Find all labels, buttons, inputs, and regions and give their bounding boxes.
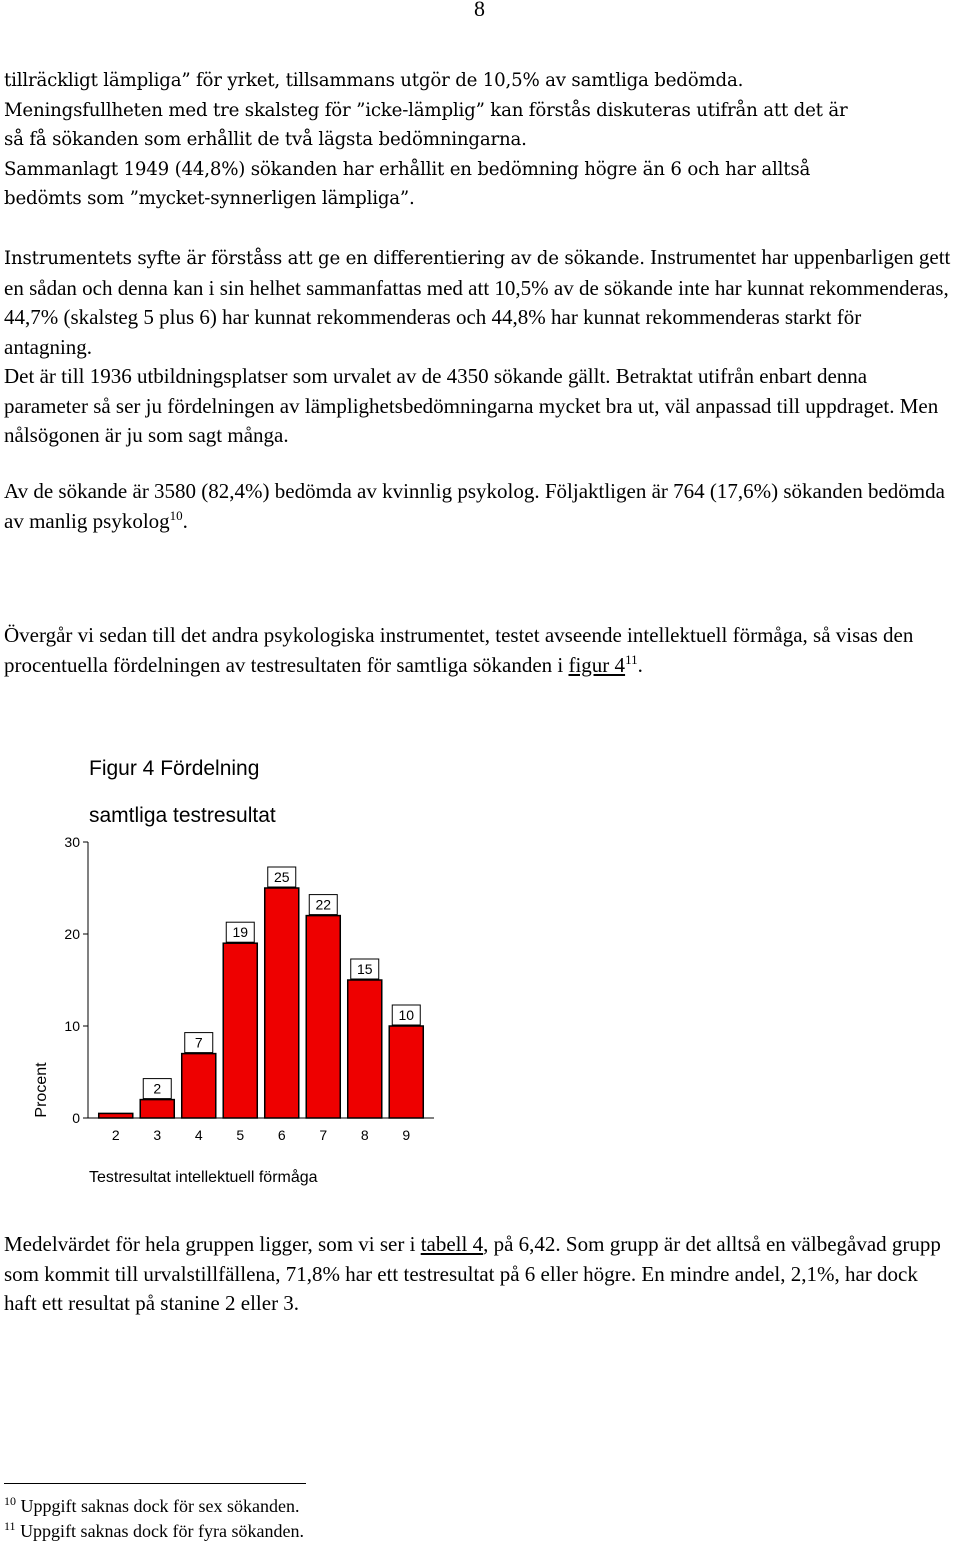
bar [140,1100,174,1118]
footnote-11 [4,1520,304,1542]
data-label: 10 [398,1007,415,1023]
y-axis [64,834,88,1126]
bar [306,916,340,1118]
intro-line: Sammanlagt 1949 (44,8%) sökanden har erhållit en bedömning högre än 6 och har alltså [4,158,811,180]
figure-4-link[interactable]: figur 4 [568,652,626,677]
table-4-link[interactable]: tabell 4 [420,1232,484,1256]
psychologist-text-end: . [182,508,188,533]
footnote-text: Uppgift saknas dock för fyra sökanden. [15,1521,304,1541]
y-tick-label: 30 [64,834,80,850]
intro-line: Meningsfullheten med tre skalsteg för ”icke-lämplig” kan förstås diskuteras utifrån att det är [4,99,848,121]
chart-subtitle: samtliga testresultat [89,804,276,827]
bars [99,867,424,1118]
intro-paragraph [4,66,954,214]
purpose-text [4,243,954,362]
data-label: 22 [315,896,332,913]
y-tick-label: 10 [64,1018,80,1034]
footnote-number: 10 [4,1494,16,1508]
intellect-text-end: . [637,652,643,677]
bar [389,1026,423,1118]
data-label: 2 [153,1080,162,1097]
x-axis-label: Testresultat intellektuell förmåga [89,1169,318,1186]
bar [265,888,299,1118]
y-tick-label: 20 [64,926,80,942]
places-text: Det är till 1936 utbildningsplatser som urvalet av de 4350 sökande gällt. Betraktat utifrån enbart denna parameter så ser ju fördelningen av lämplighetsbedömningarna mycket bra ut, väl anpassad till uppdraget. Men nålsögonen är ju som sagt många. [4,364,939,447]
intro-line: så få sökanden som erhållit de två lägsta bedömningarna. [4,129,527,150]
y-tick-label: 0 [72,1110,80,1126]
data-label: 25 [273,869,290,885]
intellect-paragraph [4,621,954,680]
data-label: 15 [356,961,373,977]
x-tick-label: 4 [194,1127,203,1143]
figure-4-chart [0,740,480,1200]
x-tick-label: 3 [153,1127,162,1143]
intro-line: bedömts som ”mycket-synnerligen lämpliga”. [4,188,415,209]
footnote-10 [4,1495,299,1517]
footnote-text: Uppgift saknas dock för sex sökanden. [16,1496,300,1516]
bar [348,980,382,1118]
x-tick-label: 6 [277,1127,286,1143]
bar [223,943,257,1118]
page-number: 8 [474,0,485,21]
x-tick-label: 8 [360,1127,369,1143]
x-axis [88,1118,434,1143]
footnote-ref-10[interactable]: 10 [169,507,183,523]
purpose-text-condensed: Instrumentets syfte är förståss att ge en differentiering av de sökande. [4,248,645,269]
footnote-ref-11[interactable]: 11 [625,651,638,667]
footnote-separator [4,1483,306,1484]
mean-text-after: , på 6,42. Som grupp är det alltså en välbegåvad grupp som kommit till urvalstillfällena, 71,8% har ett testresultat på 6 eller högre. En mindre andel, 2,1%, har dock haft ett resultat på stanine 2 eller 3. [4,1232,941,1315]
chart-title: Figur 4 Fördelning [89,757,260,780]
psychologist-text: Av de sökande är 3580 (82,4%) bedömda av kvinnlig psykolog. Följaktligen är 764 (17,6%) sökanden bedömda av manlig psykolog [4,479,945,533]
x-tick-label: 5 [236,1127,245,1143]
x-tick-label: 9 [402,1127,411,1143]
intellect-text: Övergår vi sedan till det andra psykologiska instrumentet, testet avseende intellektuell förmåga, så visas den procentuella fördelningen av testresultaten för samtliga sökanden i [4,623,914,677]
x-tick-label: 7 [319,1127,328,1143]
data-label: 19 [232,924,249,941]
purpose-text-rest: Instrumentet har uppenbarligen gett en sådan och denna kan i sin helhet sammanfattas med att 10,5% av de sökande inte har kunnat rekommenderas, 44,7% (skalsteg 5 plus 6) har kunnat rekommenderas och 44,8% har kunnat rekommenderas starkt för antagning. [4,245,951,359]
data-label: 7 [194,1034,203,1051]
footnote-number: 11 [4,1519,16,1533]
mean-text-before: Medelvärdet för hela gruppen ligger, som vi ser i [4,1232,421,1256]
purpose-paragraph [4,243,954,451]
mean-paragraph [4,1230,954,1319]
x-tick-label: 2 [111,1127,120,1143]
intro-line: tillräckligt lämpliga” för yrket, tillsammans utgör de 10,5% av samtliga bedömda. [4,70,744,91]
bar [182,1054,216,1118]
psychologist-paragraph [4,477,954,536]
y-axis-label: Procent [33,1062,50,1118]
bar [99,1113,133,1118]
